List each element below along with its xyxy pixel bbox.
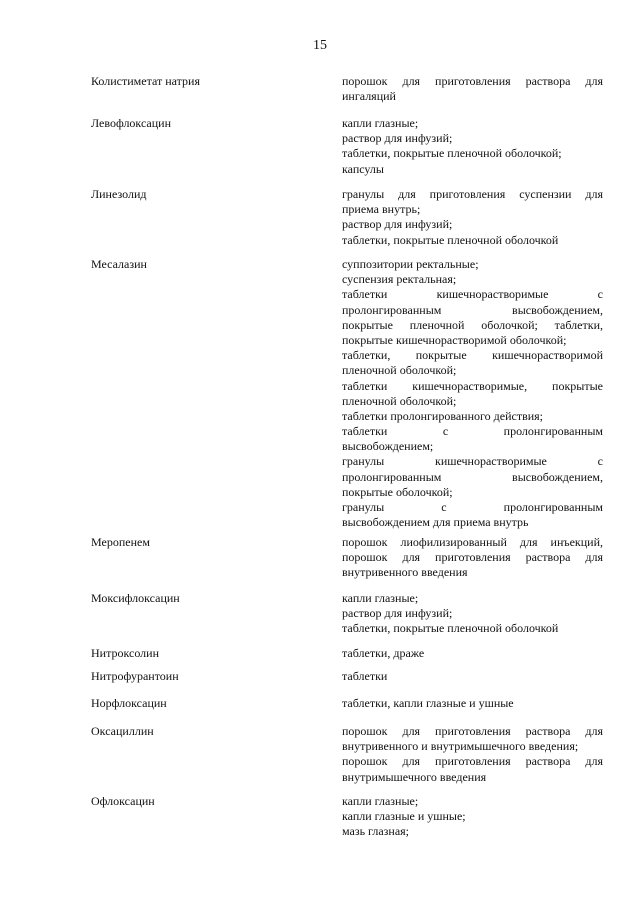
drug-name: Меропенем	[91, 535, 150, 549]
drug-name: Нитрофурантоин	[91, 669, 179, 683]
dosage-form-line: раствор для инфузий;	[342, 131, 453, 146]
drug-name: Офлоксацин	[91, 794, 155, 808]
drug-name: Оксациллин	[91, 724, 154, 738]
dosage-form-line: раствор для инфузий;	[342, 606, 453, 621]
dosage-form-line: гранулы с пролонгированным	[342, 500, 603, 514]
drug-name: Норфлоксацин	[91, 696, 167, 710]
drug-name: Левофлоксацин	[91, 116, 172, 130]
dosage-forms	[342, 187, 603, 248]
dosage-form-line: порошок для приготовления раствора для	[342, 754, 603, 769]
dosage-form-line: таблетки, покрытые пленочной оболочкой;	[342, 146, 562, 161]
dosage-form-line: внутривенного и внутримышечного введения;	[342, 739, 579, 754]
dosage-forms	[342, 116, 603, 177]
dosage-form-line: внутримышечного введения	[342, 769, 487, 784]
dosage-form-line: капсулы	[342, 161, 384, 176]
dosage-form-line: порошок для приготовления раствора для	[342, 550, 603, 565]
dosage-form-line: таблетки кишечнорастворимые с	[342, 287, 603, 302]
dosage-form-line: порошок для приготовления раствора для	[342, 724, 603, 738]
dosage-form-line: пролонгированным высвобождением,	[342, 302, 603, 317]
dosage-form-line: суппозитории ректальные;	[342, 257, 479, 271]
dosage-form-line: раствор для инфузий;	[342, 217, 453, 232]
dosage-forms	[342, 257, 603, 530]
dosage-form-line: мазь глазная;	[342, 824, 410, 839]
dosage-forms	[342, 696, 603, 711]
dosage-form-line: порошок лиофилизированный для инъекций,	[342, 535, 603, 549]
drug-name: Моксифлоксацин	[91, 591, 180, 605]
dosage-form-line: пролонгированным высвобождением,	[342, 469, 603, 484]
dosage-form-line: покрытые оболочкой;	[342, 484, 453, 499]
dosage-form-line: таблетки пролонгированного действия;	[342, 408, 544, 423]
dosage-forms	[342, 591, 603, 637]
dosage-form-line: капли глазные;	[342, 794, 419, 808]
drug-name: Нитроксолин	[91, 646, 160, 660]
dosage-form-line: таблетки кишечнорастворимые, покрытые	[342, 378, 603, 393]
drug-name: Месалазин	[91, 257, 147, 271]
dosage-form-line: пленочной оболочкой;	[342, 363, 457, 378]
dosage-form-line: капли глазные и ушные;	[342, 809, 466, 824]
drug-name: Колистиметат натрия	[91, 74, 200, 88]
dosage-forms	[342, 535, 603, 581]
dosage-form-line: гранулы кишечнорастворимые с	[342, 454, 603, 469]
dosage-forms	[342, 724, 603, 785]
dosage-form-line: таблетки, драже	[342, 646, 425, 660]
dosage-form-line: внутривенного введения	[342, 565, 468, 580]
dosage-forms	[342, 794, 603, 840]
dosage-form-line: суспензия ректальная;	[342, 272, 457, 287]
dosage-form-line: таблетки, покрытые кишечнорастворимой	[342, 348, 603, 363]
dosage-form-line: покрытые пленочной оболочкой; таблетки,	[342, 317, 603, 332]
dosage-forms	[342, 669, 603, 684]
dosage-forms	[342, 74, 603, 104]
dosage-form-line: высвобождением;	[342, 439, 434, 454]
dosage-form-line: капли глазные;	[342, 116, 419, 130]
dosage-form-line: порошок для приготовления раствора для	[342, 74, 603, 88]
dosage-form-line: покрытые кишечнорастворимой оболочкой;	[342, 332, 567, 347]
dosage-form-line: капли глазные;	[342, 591, 419, 605]
drug-name: Линезолид	[91, 187, 147, 201]
dosage-form-line: высвобождением для приема внутрь	[342, 515, 529, 530]
dosage-forms	[342, 646, 603, 661]
dosage-form-line: таблетки, покрытые пленочной оболочкой	[342, 621, 559, 636]
dosage-form-line: гранулы для приготовления суспензии для	[342, 187, 603, 201]
dosage-form-line: приема внутрь;	[342, 202, 421, 217]
dosage-form-line: пленочной оболочкой;	[342, 393, 457, 408]
dosage-form-line: таблетки с пролонгированным	[342, 424, 603, 439]
dosage-form-line: таблетки, покрытые пленочной оболочкой	[342, 232, 559, 247]
dosage-form-line: таблетки, капли глазные и ушные	[342, 696, 514, 710]
page-number: 15	[313, 38, 327, 53]
dosage-form-line: таблетки	[342, 669, 388, 683]
dosage-form-line: ингаляций	[342, 89, 396, 104]
